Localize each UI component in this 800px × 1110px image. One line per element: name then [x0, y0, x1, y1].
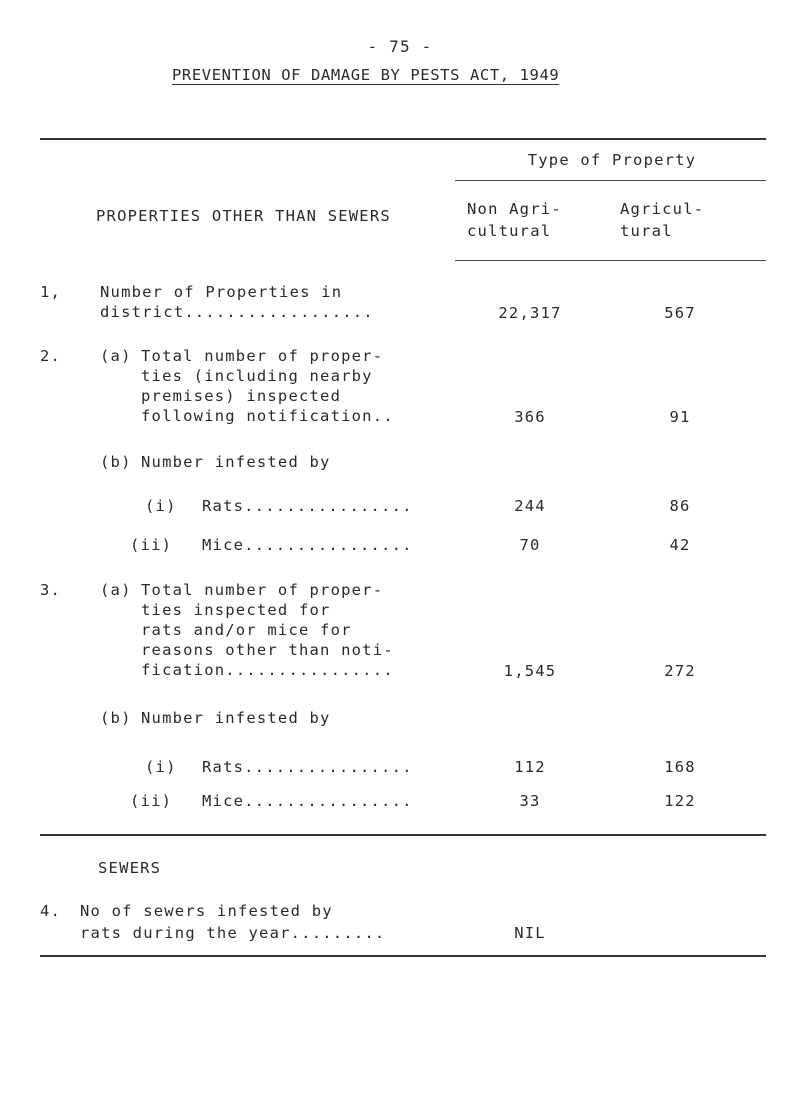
- table-bottom-rule: [40, 955, 766, 957]
- row-2a-non-agricultural: 366: [514, 408, 546, 426]
- row-4-value: NIL: [514, 924, 546, 942]
- row-3a-label-line1: Total number of proper-: [141, 581, 384, 599]
- row-2a-agricultural: 91: [669, 408, 691, 426]
- row-3a-label-line5: fication................: [141, 661, 394, 679]
- row-2b-i-agricultural: 86: [669, 497, 691, 515]
- row-2b-ii-agricultural: 42: [669, 536, 691, 554]
- row-2a-label-line2: ties (including nearby: [141, 367, 373, 385]
- row-1-number: 1,: [40, 283, 62, 301]
- row-2b-ii-non-agricultural: 70: [519, 536, 541, 554]
- section-header-properties-other-than-sewers: PROPERTIES OTHER THAN SEWERS: [96, 207, 391, 225]
- row-3b-ii-item: (ii): [130, 792, 173, 810]
- row-1-label-line2: district..................: [100, 303, 374, 321]
- row-2b-i-non-agricultural: 244: [514, 497, 546, 515]
- column-header-non-agricultural-line2: cultural: [467, 222, 552, 240]
- row-2a-sub: (a): [100, 347, 132, 365]
- row-3b-i-label: Rats................: [202, 758, 413, 776]
- group-header-type-of-property: Type of Property: [527, 151, 697, 169]
- row-2a-label-line3: premises) inspected: [141, 387, 342, 405]
- row-3b-sub: (b): [100, 709, 132, 727]
- section-divider-rule: [40, 834, 766, 836]
- row-3b-i-agricultural: 168: [664, 758, 696, 776]
- row-3a-label-line4: reasons other than noti-: [141, 641, 394, 659]
- row-2b-i-label: Rats................: [202, 497, 413, 515]
- section-header-sewers: SEWERS: [98, 859, 162, 877]
- row-3b-label: Number infested by: [141, 709, 331, 727]
- row-3a-label-line3: rats and/or mice for: [141, 621, 352, 639]
- row-2b-sub: (b): [100, 453, 132, 471]
- row-2b-i-item: (i): [145, 497, 177, 515]
- row-2b-ii-item: (ii): [130, 536, 173, 554]
- row-3a-sub: (a): [100, 581, 132, 599]
- row-4-label-line2: rats during the year.........: [80, 924, 386, 942]
- column-header-non-agricultural-line1: Non Agri-: [467, 200, 562, 218]
- row-3b-ii-non-agricultural: 33: [519, 792, 541, 810]
- table-top-rule: [40, 138, 766, 140]
- row-2b-ii-label: Mice................: [202, 536, 413, 554]
- row-3b-ii-agricultural: 122: [664, 792, 696, 810]
- header-bottom-rule: [455, 260, 766, 261]
- row-3b-i-non-agricultural: 112: [514, 758, 546, 776]
- page-title: PREVENTION OF DAMAGE BY PESTS ACT, 1949: [172, 66, 560, 84]
- row-1-label-line1: Number of Properties in: [100, 283, 343, 301]
- row-3b-ii-label: Mice................: [202, 792, 413, 810]
- row-4-label-line1: No of sewers infested by: [80, 902, 333, 920]
- row-2-number: 2.: [40, 347, 62, 365]
- row-2b-label: Number infested by: [141, 453, 331, 471]
- row-3a-non-agricultural: 1,545: [503, 662, 557, 680]
- row-3a-agricultural: 272: [664, 662, 696, 680]
- row-3a-label-line2: ties inspected for: [141, 601, 331, 619]
- group-header-rule: [455, 180, 766, 181]
- row-2a-label-line4: following notification..: [141, 407, 394, 425]
- row-3b-i-item: (i): [145, 758, 177, 776]
- row-3-number: 3.: [40, 581, 62, 599]
- row-2a-label-line1: Total number of proper-: [141, 347, 384, 365]
- row-1-agricultural: 567: [664, 304, 696, 322]
- page-number: - 75 -: [367, 37, 433, 56]
- row-4-number: 4.: [40, 902, 62, 920]
- row-1-non-agricultural: 22,317: [498, 304, 562, 322]
- column-header-agricultural-line2: tural: [620, 222, 673, 240]
- column-header-agricultural-line1: Agricul-: [620, 200, 705, 218]
